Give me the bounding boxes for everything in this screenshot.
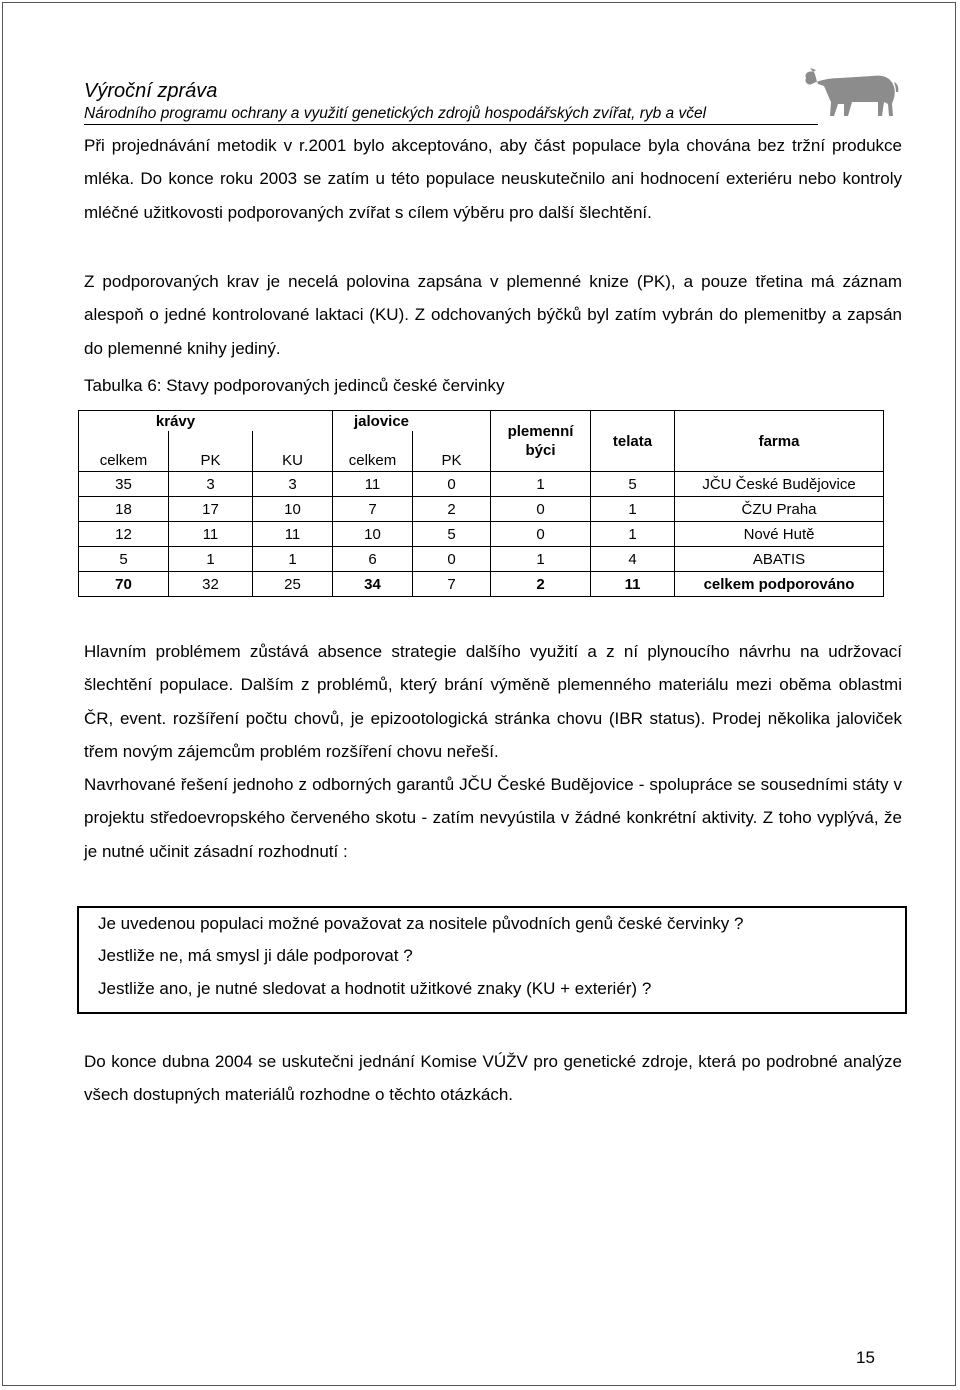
question-1: Je uvedenou populaci možné považovat za nositele původních genů české červinky ? bbox=[98, 914, 744, 933]
header-heifers: jalovice bbox=[333, 411, 491, 432]
header-cows: krávy bbox=[79, 411, 333, 432]
header-calves: telata bbox=[591, 411, 675, 472]
total-cell: 2 bbox=[491, 572, 591, 597]
paragraph-1 bbox=[84, 129, 902, 229]
cell: 0 bbox=[413, 547, 491, 572]
cell: 18 bbox=[79, 497, 169, 522]
total-cell: 7 bbox=[413, 572, 491, 597]
total-cell: 11 bbox=[591, 572, 675, 597]
subheader-heifers-total: celkem bbox=[333, 431, 413, 472]
cell: 10 bbox=[253, 497, 333, 522]
header-bulls: plemenní býci bbox=[491, 411, 591, 472]
subheader-cows-pk: PK bbox=[169, 431, 253, 472]
table-caption: Tabulka 6: Stavy podporovaných jedinců české červinky bbox=[84, 376, 505, 395]
cell: 5 bbox=[591, 472, 675, 497]
cell: 0 bbox=[491, 497, 591, 522]
cell: 3 bbox=[253, 472, 333, 497]
subheader-cows-total: celkem bbox=[79, 431, 169, 472]
cell: 11 bbox=[169, 522, 253, 547]
cell: 4 bbox=[591, 547, 675, 572]
cell: 1 bbox=[491, 472, 591, 497]
cell: 11 bbox=[253, 522, 333, 547]
cell: 5 bbox=[79, 547, 169, 572]
total-cell: 25 bbox=[253, 572, 333, 597]
subheader-heifers-pk: PK bbox=[413, 431, 491, 472]
cell: 2 bbox=[413, 497, 491, 522]
table-row bbox=[79, 522, 884, 547]
table-group-header-row bbox=[79, 411, 884, 432]
cell: 0 bbox=[491, 522, 591, 547]
cell: 0 bbox=[413, 472, 491, 497]
cell: 10 bbox=[333, 522, 413, 547]
paragraph-3-text: Hlavním problémem zůstává absence strategie dalšího využití a z ní plynoucího návrhu na udržovací šlechtění populace. Dalším z problémů, který brání výměně plemenného materiálu mezi oběma oblastmi ČR, event. rozšíření počtu chovů, je epizootologická stránka chovu (IBR status). Prodej několika jaloviček třem novým zájemcům problém rozšíření chovu neřeší. bbox=[84, 642, 902, 762]
header-farm: farma bbox=[675, 411, 884, 472]
cell: 7 bbox=[333, 497, 413, 522]
question-2: Jestliže ne, má smysl ji dále podporovat ? bbox=[98, 946, 413, 965]
cell: 11 bbox=[333, 472, 413, 497]
paragraph-1-text: Při projednávání metodik v r.2001 bylo akceptováno, aby část populace byla chována bez tržní produkce mléka. Do konce roku 2003 se zatím u této populace neuskutečnilo ani hodnocení exteriéru nebo kontroly mléčné užitkovosti podporovaných zvířat s cílem výběru pro další šlechtění. bbox=[84, 136, 902, 222]
question-3: Jestliže ano, je nutné sledovat a hodnotit užitkové znaky (KU + exteriér) ? bbox=[98, 979, 652, 998]
total-cell-label: celkem podporováno bbox=[675, 572, 884, 597]
cell: 1 bbox=[591, 522, 675, 547]
cell: 12 bbox=[79, 522, 169, 547]
paragraph-3 bbox=[84, 635, 902, 769]
cell: 1 bbox=[253, 547, 333, 572]
table-row bbox=[79, 497, 884, 522]
report-subtitle: Národního programu ochrany a využití genetických zdrojů hospodářských zvířat, ryb a včel bbox=[84, 105, 707, 122]
header-divider bbox=[84, 124, 818, 125]
paragraph-5-text: Do konce dubna 2004 se uskutečni jednání Komise VÚŽV pro genetické zdroje, která po podrobné analýze všech dostupných materiálů rozhodne o těchto otázkách. bbox=[84, 1052, 902, 1105]
cow-icon bbox=[800, 58, 900, 120]
cell: 3 bbox=[169, 472, 253, 497]
total-cell: 70 bbox=[79, 572, 169, 597]
report-title: Výroční zpráva bbox=[84, 80, 218, 102]
herd-table bbox=[78, 410, 884, 597]
paragraph-4-text: Navrhované řešení jednoho z odborných garantů JČU České Budějovice - spolupráce se sousedními státy v projektu středoevropského červeného skotu - zatím nevyústila v žádné konkrétní aktivity. Z toho vyplývá, že je nutné učinit zásadní rozhodnutí : bbox=[84, 775, 902, 861]
cell: 1 bbox=[491, 547, 591, 572]
paragraph-2 bbox=[84, 265, 902, 365]
table-row bbox=[79, 547, 884, 572]
cell-farm: JČU České Budějovice bbox=[675, 472, 884, 497]
cell: 6 bbox=[333, 547, 413, 572]
paragraph-5 bbox=[84, 1045, 902, 1112]
cell-farm: ABATIS bbox=[675, 547, 884, 572]
cell-farm: Nové Hutě bbox=[675, 522, 884, 547]
cell: 17 bbox=[169, 497, 253, 522]
subheader-cows-ku: KU bbox=[253, 431, 333, 472]
cell-farm: ČZU Praha bbox=[675, 497, 884, 522]
cell: 1 bbox=[591, 497, 675, 522]
total-cell: 34 bbox=[333, 572, 413, 597]
table-total-row bbox=[79, 572, 884, 597]
cell: 1 bbox=[169, 547, 253, 572]
paragraph-4 bbox=[84, 768, 902, 868]
page-number: 15 bbox=[856, 1348, 875, 1367]
table-row bbox=[79, 472, 884, 497]
cell: 5 bbox=[413, 522, 491, 547]
total-cell: 32 bbox=[169, 572, 253, 597]
paragraph-2-text: Z podporovaných krav je necelá polovina zapsána v plemenné knize (PK), a pouze třetina má záznam alespoň o jedné kontrolované laktaci (KU). Z odchovaných býčků byl zatím vybrán do plemenitby a zapsán do plemenné knihy jediný. bbox=[84, 272, 902, 358]
cell: 35 bbox=[79, 472, 169, 497]
